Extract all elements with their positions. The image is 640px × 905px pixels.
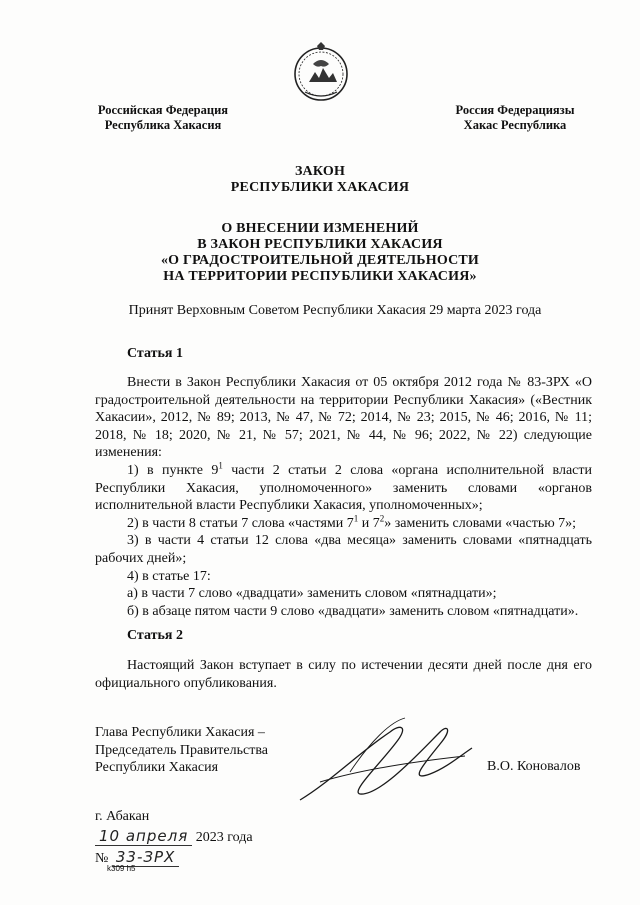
- law-subject-line: В ЗАКОН РЕСПУБЛИКИ ХАКАСИЯ: [197, 237, 443, 252]
- article-1-body: [95, 374, 592, 620]
- item-text: части 2 статьи 2 слова «органа исполнительной власти Республики Хакасия, уполномоченного» заменить словами «органов исполнительной власти Республики Хакасия, уполномоченных»;: [95, 462, 592, 514]
- article-1-item-4b: б) в абзаце пятом части 9 слово «двадцати» заменить словом «пятнадцати».: [127, 603, 579, 619]
- handwritten-signature-icon: [290, 712, 480, 812]
- signer-position-line: Глава Республики Хакасия –: [95, 725, 265, 740]
- article-1-item-2: [95, 515, 592, 533]
- header-right-line: Россия Федерациязы: [455, 103, 575, 117]
- number-prefix: №: [95, 851, 109, 866]
- item-text: 1) в пункте 9: [127, 462, 219, 478]
- law-subject-line: О ВНЕСЕНИИ ИЗМЕНЕНИЙ: [221, 221, 419, 236]
- header-left-line: Российская Федерация: [97, 103, 229, 117]
- item-text: » заменить словами «частью 7»;: [384, 515, 577, 531]
- signer-position-line: Председатель Правительства: [95, 742, 268, 758]
- coat-of-arms-emblem-icon: [291, 42, 351, 104]
- item-text: и 7: [358, 515, 380, 531]
- law-title-line: РЕСПУБЛИКИ ХАКАСИЯ: [230, 180, 410, 195]
- article-1-intro: Внести в Закон Республики Хакасия от 05 октября 2012 года № 83-ЗРХ «О градостроительной деятельности на территории Республики Хакасия» («Вестник Хакасии», 2012, № 89; 2013, № 47, № 72; 2014, № 23; 2015, № 46; 2016, № 11; 2018, № 18; 2020, № 21, № 57; 2021, № 44, № 96; 2022, № 22) следующие изменения:: [95, 375, 592, 461]
- law-title-line: ЗАКОН: [294, 164, 346, 179]
- footer-code: k309 h5: [107, 864, 136, 873]
- header-left: [78, 103, 248, 133]
- article-1-heading: Статья 1: [127, 346, 183, 361]
- law-subject-line: «О ГРАДОСТРОИТЕЛЬНОЙ ДЕЯТЕЛЬНОСТИ: [160, 253, 480, 268]
- signer-name: В.О. Коновалов: [487, 759, 581, 774]
- article-1-item-3: 3) в части 4 статьи 12 слова «два месяца» заменить словами «пятнадцать рабочих дней»;: [95, 533, 592, 566]
- article-1-item-4: 4) в статье 17:: [127, 568, 211, 584]
- header-right: [430, 103, 600, 133]
- item-text: 2) в части 8 статьи 7 слова «частями 7: [127, 515, 354, 531]
- superscript: 1: [353, 513, 359, 524]
- city: г. Абакан: [95, 809, 150, 824]
- superscript: 1: [218, 460, 223, 471]
- handwritten-date: 10 апреля: [95, 827, 192, 846]
- signer-position-line: Республики Хакасия: [95, 760, 219, 775]
- signer-position: [95, 724, 268, 777]
- article-2-body: [95, 657, 592, 692]
- header-right-line: Хакас Республика: [463, 118, 567, 132]
- article-1-item-4a: а) в части 7 слово «двадцати» заменить словом «пятнадцати»;: [127, 586, 497, 602]
- law-subject-line: НА ТЕРРИТОРИИ РЕСПУБЛИКИ ХАКАСИЯ»: [163, 269, 477, 284]
- header-left-line: Республика Хакасия: [104, 118, 222, 132]
- superscript: 2: [379, 513, 385, 524]
- date-year: 2023 года: [195, 830, 253, 845]
- signing-date: [95, 827, 253, 846]
- article-2-text: Настоящий Закон вступает в силу по истечении десяти дней после дня его официального опубликования.: [95, 658, 592, 691]
- article-1-item-1: [95, 462, 592, 515]
- handwritten-number: 33-ЗРХ: [112, 848, 179, 867]
- adoption-note: Принят Верховным Советом Республики Хакасия 29 марта 2023 года: [128, 303, 542, 318]
- law-subject: [80, 221, 560, 285]
- article-2-heading: Статья 2: [127, 628, 183, 643]
- law-title: [80, 164, 560, 196]
